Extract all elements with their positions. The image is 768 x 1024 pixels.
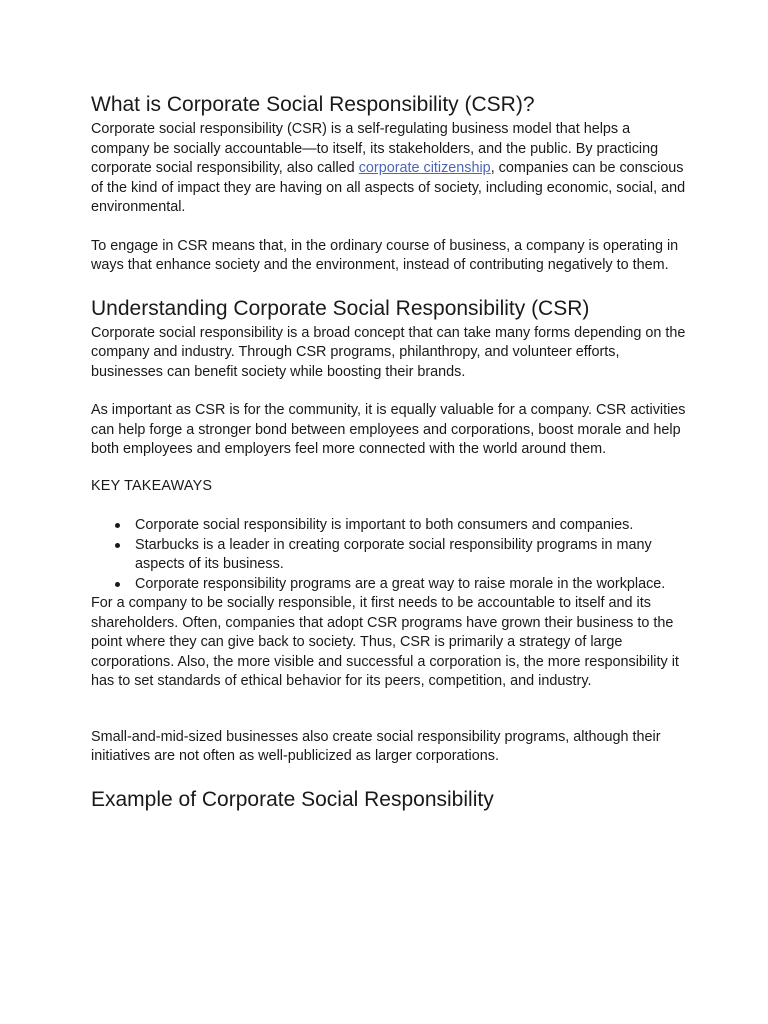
paragraph-accountable: For a company to be socially responsible, it first needs to be accountable to itself and its shareholders. Often, companies that adopt CSR programs have grown their business to the point where they can give back to society. Thus, CSR is primarily a strategy of large corporations. Also, the more visible and successful a corporation is, the more responsibility it has to set standards of ethical behavior for its peers, competition, and industry.: [91, 595, 679, 689]
paragraph-engage-csr: To engage in CSR means that, in the ordinary course of business, a company is operating in ways that enhance society and the environment, instead of contributing negatively to them.: [91, 237, 679, 273]
paragraph-small-businesses: Small-and-mid-sized businesses also create social responsibility programs, although their initiatives are not often as well-publicized as larger corporations.: [91, 728, 661, 764]
paragraph-important-for-community: As important as CSR is for the community, it is equally valuable for a company. CSR activities can help forge a stronger bond between employees and corporations, boost morale and help both employees and employers feel more connected with the world around them.: [91, 402, 686, 457]
heading-what-is-csr: What is Corporate Social Responsibility (CSR)?: [91, 93, 535, 116]
key-takeaways-label: KEY TAKEAWAYS: [91, 477, 213, 494]
list-item: Starbucks is a leader in creating corporate social responsibility programs in many aspects of its business.: [135, 536, 688, 575]
paragraph-csr-definition: [91, 120, 688, 218]
list-item: Corporate responsibility programs are a great way to raise morale in the workplace.: [135, 575, 688, 595]
corporate-citizenship-link[interactable]: corporate citizenship: [358, 160, 491, 176]
paragraph-text: , companies can be conscious of the kind of impact they are having on all aspects of society, including economic, social, and environmental.: [91, 160, 686, 215]
heading-example-csr: Example of Corporate Social Responsibility: [91, 787, 494, 811]
paragraph-text: Corporate social responsibility (CSR) is a self-regulating business model that helps a company be socially accountable—to itself, its stakeholders, and the public. By practicing corporate social responsibility, also called: [91, 121, 659, 176]
paragraph-broad-concept: Corporate social responsibility is a broad concept that can take many forms depending on the company and industry. Through CSR programs, philanthropy, and volunteer efforts, businesses can benefit society while boosting their brands.: [91, 324, 686, 380]
key-takeaways-list: [91, 516, 688, 594]
list-item: Corporate social responsibility is important to both consumers and companies.: [135, 516, 688, 536]
heading-understanding-csr: Understanding Corporate Social Responsibility (CSR): [91, 296, 590, 320]
